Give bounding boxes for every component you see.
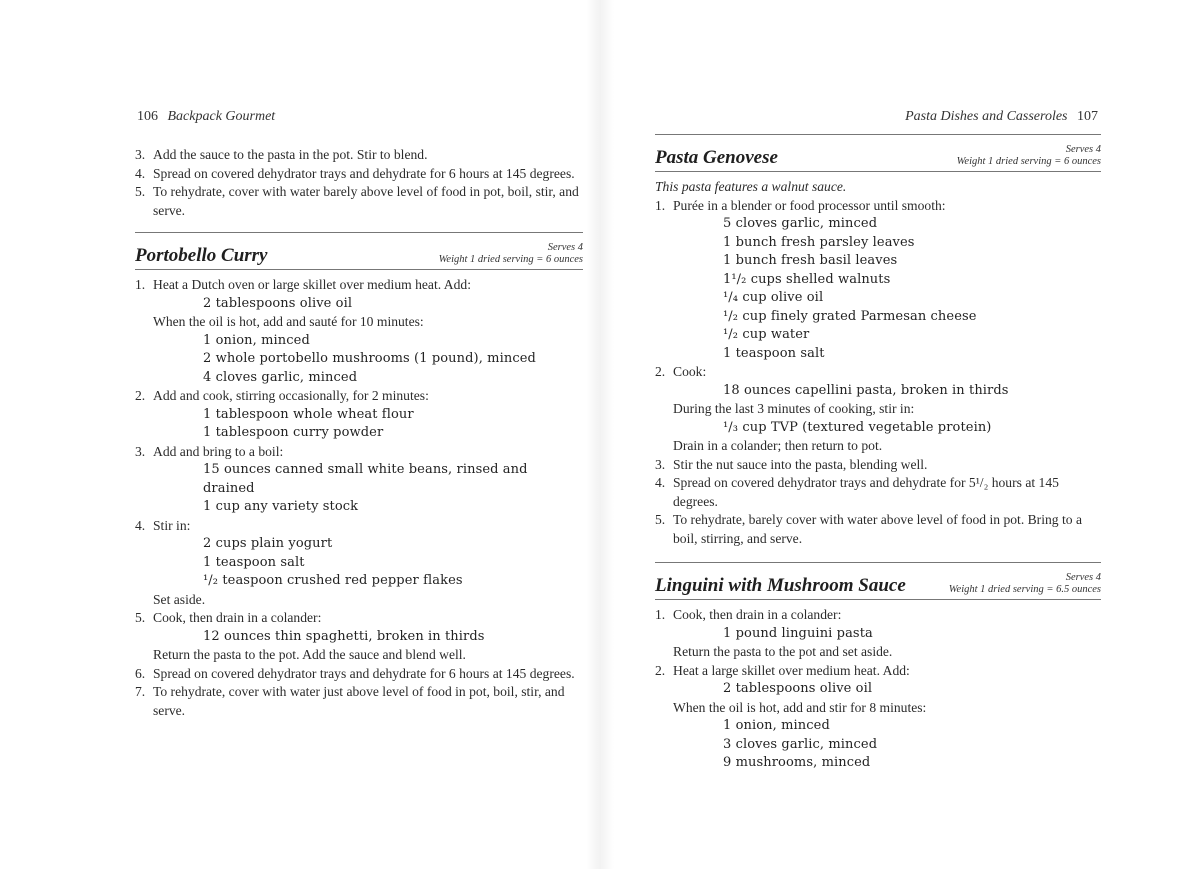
step-number: 1. — [655, 197, 666, 213]
ingredient-line: ¹/₂ teaspoon crushed red pepper flakes — [203, 573, 463, 588]
recipe-step — [135, 387, 583, 406]
recipe-meta — [949, 572, 1101, 596]
ingredient-line: 1¹/₂ cups shelled walnuts — [723, 271, 891, 287]
step-number: 1. — [135, 277, 146, 292]
recipe-step — [135, 609, 583, 628]
ingredient-line: 3 cloves garlic, minced — [723, 736, 878, 752]
ingredient-line: 1 onion, minced — [203, 332, 310, 348]
step-text: To rehydrate, cover with water barely above level of food in pot, boil, stir, and serve. — [153, 184, 579, 218]
recipe-title-bar — [655, 134, 1101, 172]
step-text: Heat a Dutch oven or large skillet over medium heat. Add: — [153, 277, 471, 292]
ingredient-line: 1 tablespoon curry powder — [203, 425, 384, 440]
left-page-number: 106 — [137, 109, 158, 124]
ingredient-line: 1 bunch fresh parsley leaves — [723, 234, 915, 250]
recipe-step — [135, 517, 583, 536]
ingredient-line: ¹/₂ cup finely grated Parmesan cheese — [723, 308, 977, 324]
step-number: 3. — [135, 443, 146, 459]
recipe-step — [135, 443, 583, 462]
step-text: To rehydrate, barely cover with water above level of food in pot. Bring to a boil, stirring, and serve. — [673, 512, 1082, 546]
instruction-note: When the oil is hot, add and stir for 8 minutes: — [673, 699, 927, 715]
right-page-number: 107 — [1077, 109, 1098, 124]
ingredient-line: 1 onion, minced — [723, 718, 830, 733]
ingredient-line: ¹/₂ cup water — [723, 327, 810, 342]
step-text: Add and cook, stirring occasionally, for 2 minutes: — [153, 388, 429, 403]
instruction-note: Return the pasta to the pot and set aside. — [673, 644, 893, 659]
recipe-serves: Serves 4 — [547, 242, 583, 253]
step-text: Cook, then drain in a colander: — [153, 610, 322, 625]
ingredient-line: 5 cloves garlic, minced — [723, 216, 878, 231]
recipe-step — [135, 146, 583, 165]
step-number: 5. — [135, 184, 146, 199]
step-number: 4. — [135, 165, 146, 181]
ingredient-line: ¹/₄ cup olive oil — [723, 290, 824, 305]
recipe-step — [135, 683, 583, 720]
instruction-note: Set aside. — [153, 591, 206, 607]
step-text: Spread on covered dehydrator trays and dehydrate for 5¹/₂ hours at 145 degrees. — [673, 475, 1059, 509]
recipe-meta — [957, 144, 1101, 168]
step-number: 7. — [135, 684, 146, 699]
step-number: 4. — [655, 475, 666, 490]
recipe-body — [135, 276, 583, 720]
recipe-step — [135, 276, 583, 295]
step-text: Add and bring to a boil: — [153, 443, 284, 459]
ingredient-line: 1 teaspoon salt — [723, 345, 825, 361]
ingredient-line: 1 teaspoon salt — [203, 554, 305, 570]
ingredient-line: ¹/₃ cup TVP (textured vegetable protein) — [723, 419, 992, 435]
ingredient-line: 2 tablespoons olive oil — [203, 295, 353, 311]
continued-steps — [135, 146, 583, 220]
recipe-step — [655, 511, 1101, 548]
step-number: 3. — [655, 456, 666, 472]
recipe-title: Portobello Curry — [135, 244, 268, 266]
recipe-step — [655, 197, 1101, 216]
ingredient-line: 12 ounces thin spaghetti, broken in thirds — [203, 628, 485, 644]
step-text: Cook, then drain in a colander: — [673, 607, 842, 622]
recipe-serves: Serves 4 — [1065, 572, 1101, 583]
ingredient-line: 4 cloves garlic, minced — [203, 369, 358, 385]
step-number: 4. — [135, 517, 146, 533]
instruction-note: When the oil is hot, add and sauté for 10 minutes: — [153, 314, 424, 329]
step-text: To rehydrate, cover with water just above level of food in pot, boil, stir, and serve. — [153, 684, 565, 718]
instruction-note: During the last 3 minutes of cooking, stir in: — [673, 401, 915, 416]
step-number: 3. — [135, 147, 146, 162]
recipe-title: Pasta Genovese — [655, 146, 778, 168]
ingredient-line: 1 pound linguini pasta — [723, 625, 873, 641]
ingredient-line: 2 tablespoons olive oil — [723, 681, 873, 696]
step-text: Heat a large skillet over medium heat. Add: — [673, 662, 910, 678]
left-running-head — [137, 109, 275, 125]
step-text: Cook: — [673, 364, 707, 379]
step-number: 5. — [655, 512, 666, 527]
recipe-step — [655, 606, 1101, 625]
recipe-weight: Weight 1 dried serving = 6.5 ounces — [948, 584, 1101, 595]
recipe-step — [135, 183, 583, 220]
step-number: 6. — [135, 665, 146, 681]
left-running-title: Backpack Gourmet — [167, 109, 276, 124]
ingredient-line: 1 tablespoon whole wheat flour — [203, 406, 414, 422]
ingredient-line: 1 cup any variety stock — [203, 499, 359, 514]
recipe-title-bar — [655, 562, 1101, 600]
recipe-step — [655, 474, 1101, 511]
ingredient-line: 18 ounces capellini pasta, broken in thirds — [723, 382, 1009, 398]
recipe-serves: Serves 4 — [1065, 144, 1101, 155]
recipe-step — [655, 662, 1101, 681]
recipe-weight: Weight 1 dried serving = 6 ounces — [438, 254, 583, 265]
step-number: 1. — [655, 607, 666, 622]
recipe-weight: Weight 1 dried serving = 6 ounces — [956, 156, 1101, 167]
recipe-title: Linguini with Mushroom Sauce — [655, 574, 906, 596]
ingredient-line: 2 cups plain yogurt — [203, 536, 333, 551]
ingredient-line: 15 ounces canned small white beans, rinsed and drained — [203, 462, 528, 496]
step-text: Stir in: — [153, 517, 191, 533]
recipe-meta — [439, 242, 583, 266]
recipe-step — [655, 363, 1101, 382]
step-text: Purée in a blender or food processor until smooth: — [673, 197, 946, 213]
ingredient-line: 9 mushrooms, minced — [723, 755, 871, 770]
instruction-note: Return the pasta to the pot. Add the sauce and blend well. — [153, 647, 466, 662]
step-text: Spread on covered dehydrator trays and dehydrate for 6 hours at 145 degrees. — [153, 165, 575, 181]
step-number: 2. — [135, 388, 146, 403]
right-running-title: Pasta Dishes and Casseroles — [905, 109, 1068, 124]
step-number: 2. — [655, 364, 666, 379]
recipe-step — [135, 665, 583, 684]
recipe-step — [655, 456, 1101, 475]
ingredient-line: 1 bunch fresh basil leaves — [723, 253, 898, 268]
recipe-title-bar — [135, 232, 583, 270]
step-text: Spread on covered dehydrator trays and dehydrate for 6 hours at 145 degrees. — [153, 665, 575, 681]
right-column — [655, 134, 1101, 773]
recipe-intro: This pasta features a walnut sauce. — [655, 179, 847, 194]
instruction-note: Drain in a colander; then return to pot. — [673, 438, 883, 453]
ingredient-line: 2 whole portobello mushrooms (1 pound), minced — [203, 351, 536, 366]
step-number: 5. — [135, 610, 146, 625]
recipe-step — [135, 165, 583, 184]
left-column — [135, 146, 583, 720]
step-number: 2. — [655, 662, 666, 678]
step-text: Stir the nut sauce into the pasta, blending well. — [673, 456, 928, 472]
right-running-head — [905, 109, 1098, 125]
step-text: Add the sauce to the pasta in the pot. Stir to blend. — [153, 147, 428, 162]
